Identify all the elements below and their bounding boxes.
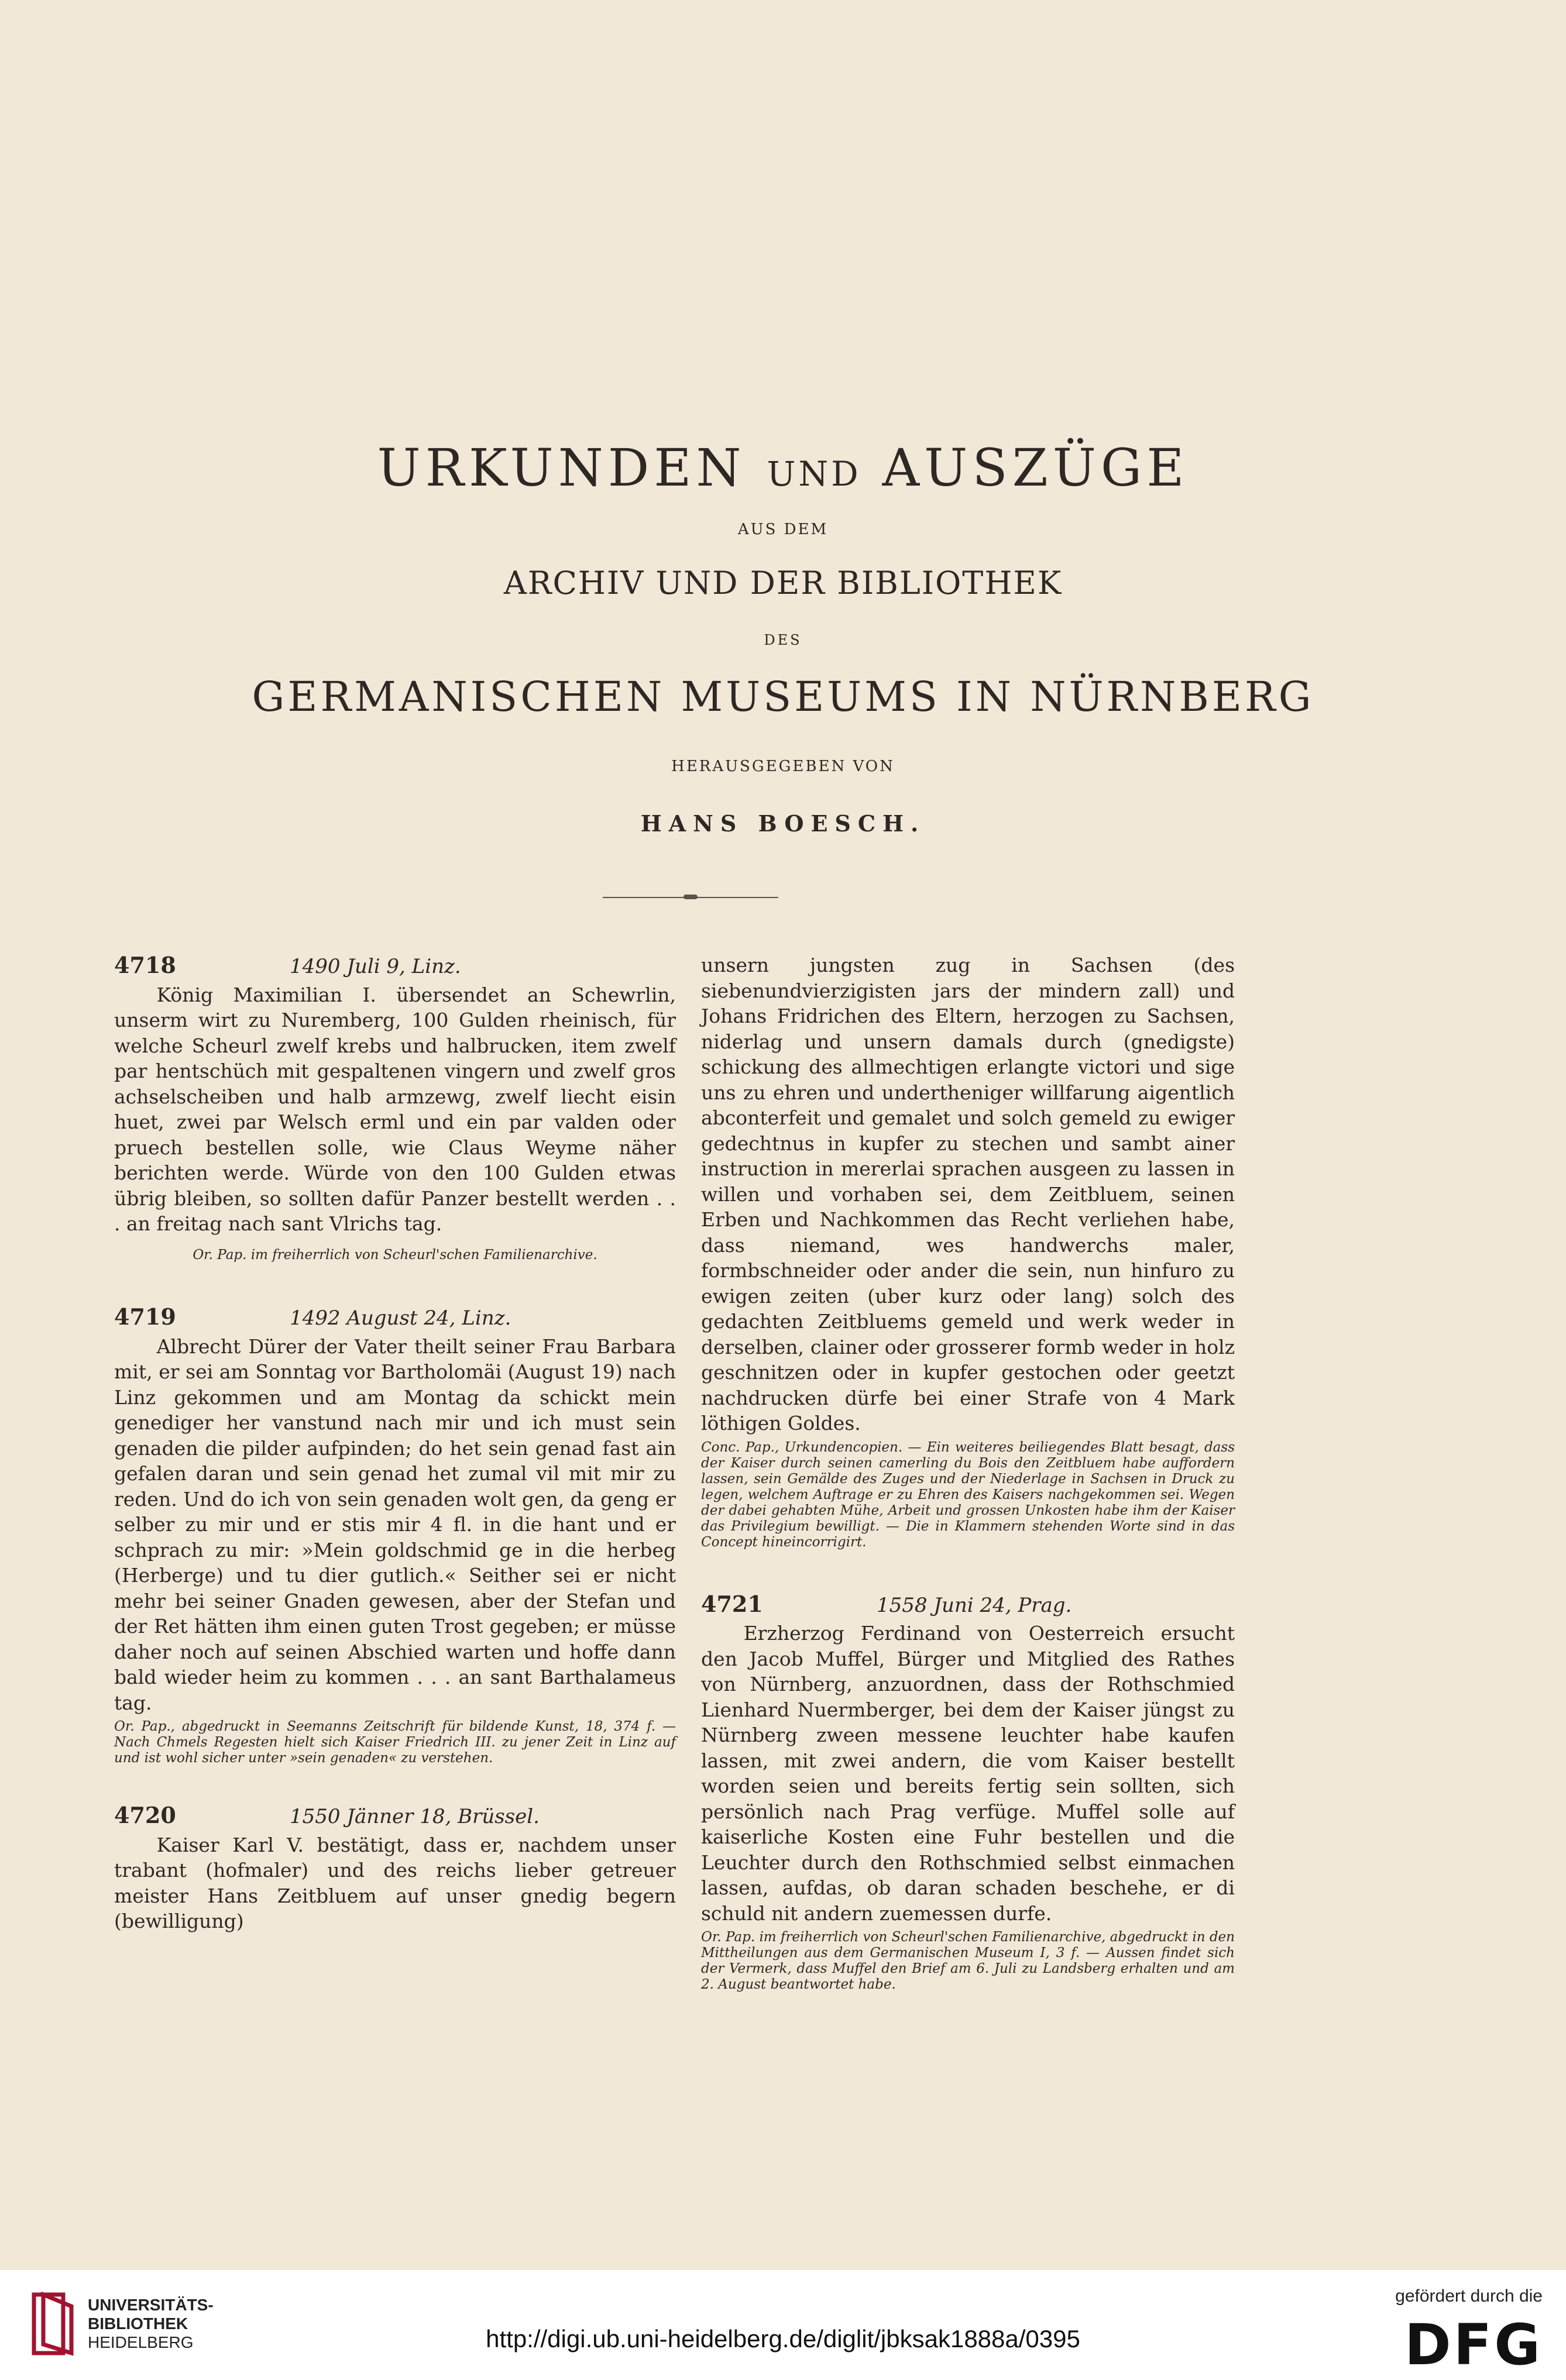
title-part1: URKUNDEN [377, 438, 746, 498]
dfg-logo-icon[interactable]: DFG [1404, 2312, 1543, 2378]
entry-date: 1558 Juni 24, Prag. [877, 1593, 1072, 1617]
title-und: UND [767, 454, 861, 494]
des-line: DES [764, 632, 802, 648]
library-line-3: HEIDELBERG [88, 2333, 194, 2351]
entry-date: 1550 Jänner 18, Brüssel. [290, 1805, 540, 1828]
entry-date: 1490 Juli 9, Linz. [290, 955, 461, 978]
entry-number: 4719 [114, 1304, 176, 1330]
entry-4719 [114, 1304, 676, 1766]
entry-text: König Maximilian I. übersendet an Schewrlin, unserm wirt zu Nuremberg, 100 Gulden rheinisch, für welche Scheurl zwelf krebs und halbrucken, item zwelf par hentschüch mit gespaltenen vingern und zwelf gros achselscheiben und halb armzewg, zwelf liecht eisin huet, zwei par Welsch erml und ein par valden oder pruech bestellen solle, wie Claus Weyme näher berichten werde. Würde von den 100 Gulden etwas übrig bleiben, so sollten dafür Panzer bestellt werden . . . an freitag nach sant Vlrichs tag. [114, 983, 676, 1235]
museum-line: GERMANISCHEN MUSEUMS IN NÜRNBERG [252, 673, 1314, 721]
entry-number: 4718 [114, 952, 176, 978]
library-line-1: UNIVERSITÄTS- [88, 2296, 214, 2314]
entry-source-note: Or. Pap. im freiherrlich von Scheurl'schen Familienarchive. [193, 1247, 597, 1263]
title-part2: AUSZÜGE [882, 438, 1189, 498]
viewer-footer [0, 2270, 1566, 2380]
funding-label: gefördert durch die [1395, 2286, 1543, 2306]
permalink-url[interactable]: http://digi.ub.uni-heidelberg.de/diglit/jbksak1888a/0395 [486, 2325, 1080, 2353]
aus-dem-line: AUS DEM [737, 521, 829, 538]
herausgegeben-line: HERAUSGEGEBEN VON [671, 758, 895, 775]
entry-4720 [114, 1803, 676, 1934]
entry-text-continued: unsern jungsten zug in Sachsen (des siebenundvierzigisten jars der mindern zall) und Johans Fridrichen des Eltern, herzogen zu Sachsen, niderlag und unsern damals durch (gnedigste) schickung des allmechtigen erlangte victori und sige uns zu ehren und undertheniger willfarung aigentlich abconterfeit und gemalet und solch gemeld zu ewiger gedechtnus in kupfer zu stechen und sambt ainer instruction in mererlai sprachen ausgeen zu lassen in willen und vorhaben sei, dem Zeitbluem, seinen Erben und Nachkommen das Recht verliehen habe, dass niemand, wes handwerchs maler, formbschneider oder ander die sein, nun hinfuro zu ewigen zeiten (uber kurz oder lang) solch des gedachten Zeitbluems gemeld und werk weder in derselben, clainer oder grosserer formb weder in holz geschnitzen oder in kupfer gestochen oder geetzt nachdrucken dürfe bei einer Strafe von 4 Mark löthigen Goldes. [701, 954, 1235, 1435]
library-line-2: BIBLIOTHEK [88, 2314, 188, 2333]
main-title [0, 438, 1566, 498]
entry-source-note: Or. Pap. im freiherrlich von Scheurl'schen Familienarchive, abgedruckt in den Mittheilungen aus dem Germanischen Museum I, 3 f. — Aussen findet sich der Vermerk, dass Muffel den Brief am 6. Juli zu Landsberg erhalten und am 2. August beantwortet habe. [701, 1930, 1235, 1992]
entry-number: 4720 [114, 1802, 176, 1828]
entry-text: Erzherzog Ferdinand von Oesterreich ersucht den Jacob Muffel, Bürger und Mitglied des Rathes von Nürnberg, anzuordnen, dass der Rothschmied Lienhard Nuermberger, bei dem der Kaiser jüngst zu Nürnberg zween messene leuchter habe kaufen lassen, mit zwei andern, die vom Kaiser bestellt worden seien und bereits fertig sein sollten, sich persönlich nach Prag verfüge. Muffel solle auf kaiserliche Kosten eine Fuhr bestellen und die Leuchter durch den Rothschmied selbst einmachen lassen, aufdas, ob daran schaden beschehe, er di schuld nit andern zuemessen durfe. [701, 1622, 1235, 1925]
entry-4721 [701, 1591, 1235, 1993]
left-column [114, 952, 676, 1970]
entry-date: 1492 August 24, Linz. [290, 1306, 511, 1330]
entry-4718 [114, 952, 676, 1268]
entry-text: Albrecht Dürer der Vater theilt seiner Frau Barbara mit, er sei am Sonntag vor Bartholomäi (August 19) nach Linz gekommen und am Montag da schickt mein genediger her vanstund nach mir und ich must sein genaden die pilder aufpinden; do het sein genad fast ain gefalen daran und sein genad het zumal vil mit mir zu reden. Und do ich von sein genaden wolt gen, da geng er selber zu mir und er stis mir 4 fl. in die hant und er schprach zu mir: »Mein goldschmid ge in die herbeg (Herberge) und tu dier gutlich.« Seither sei er nicht mehr bei seiner Gnaden gewesen, aber der Stefan und der Ret hätten ihm einen guten Trost gegeben; er müsse daher noch auf seinen Abschied warten und hoffe dann bald wieder heim zu kommen . . . an sant Barthalameus tag. [114, 1335, 676, 1714]
entry-source-note: Or. Pap., abgedruckt in Seemanns Zeitschrift für bildende Kunst, 18, 374 f. — Nach Chmels Regesten hielt sich Kaiser Friedrich III. zu jener Zeit in Linz auf und ist wohl sicher unter »sein genaden« zu verstehen. [114, 1719, 676, 1766]
entry-source-note: Conc. Pap., Urkundencopien. — Ein weiteres beiliegendes Blatt besagt, dass der Kaiser durch seinen camerling du Bois den Zeitbluem habe auffordern lassen, sein Gemälde des Zuges und der Niederlage in Sachsen in Druck zu legen, welchem Auftrage er zu Ehren des Kaisers nachgekommen sei. Wegen der dabei gehabten Mühe, Arbeit und grossen Unkosten habe ihm der Kaiser das Privilegium bewilligt. — Die in Klammern stehenden Worte sind in das Concept hineincorrigirt. [701, 1439, 1235, 1550]
ornament-center [684, 895, 698, 899]
archiv-line: ARCHIV UND DER BIBLIOTHEK [503, 565, 1063, 601]
entry-4720-continued [701, 952, 1235, 1550]
entry-number: 4721 [701, 1590, 763, 1617]
editor-name: HANS BOESCH. [640, 810, 926, 837]
entry-text-start: Kaiser Karl V. bestätigt, dass er, nachdem unser trabant (hofmaler) und des reichs lieber getreuer meister Hans Zeitbluem auf unser gnedig begern (bewilligung) [114, 1833, 676, 1932]
right-column [701, 952, 1235, 2029]
